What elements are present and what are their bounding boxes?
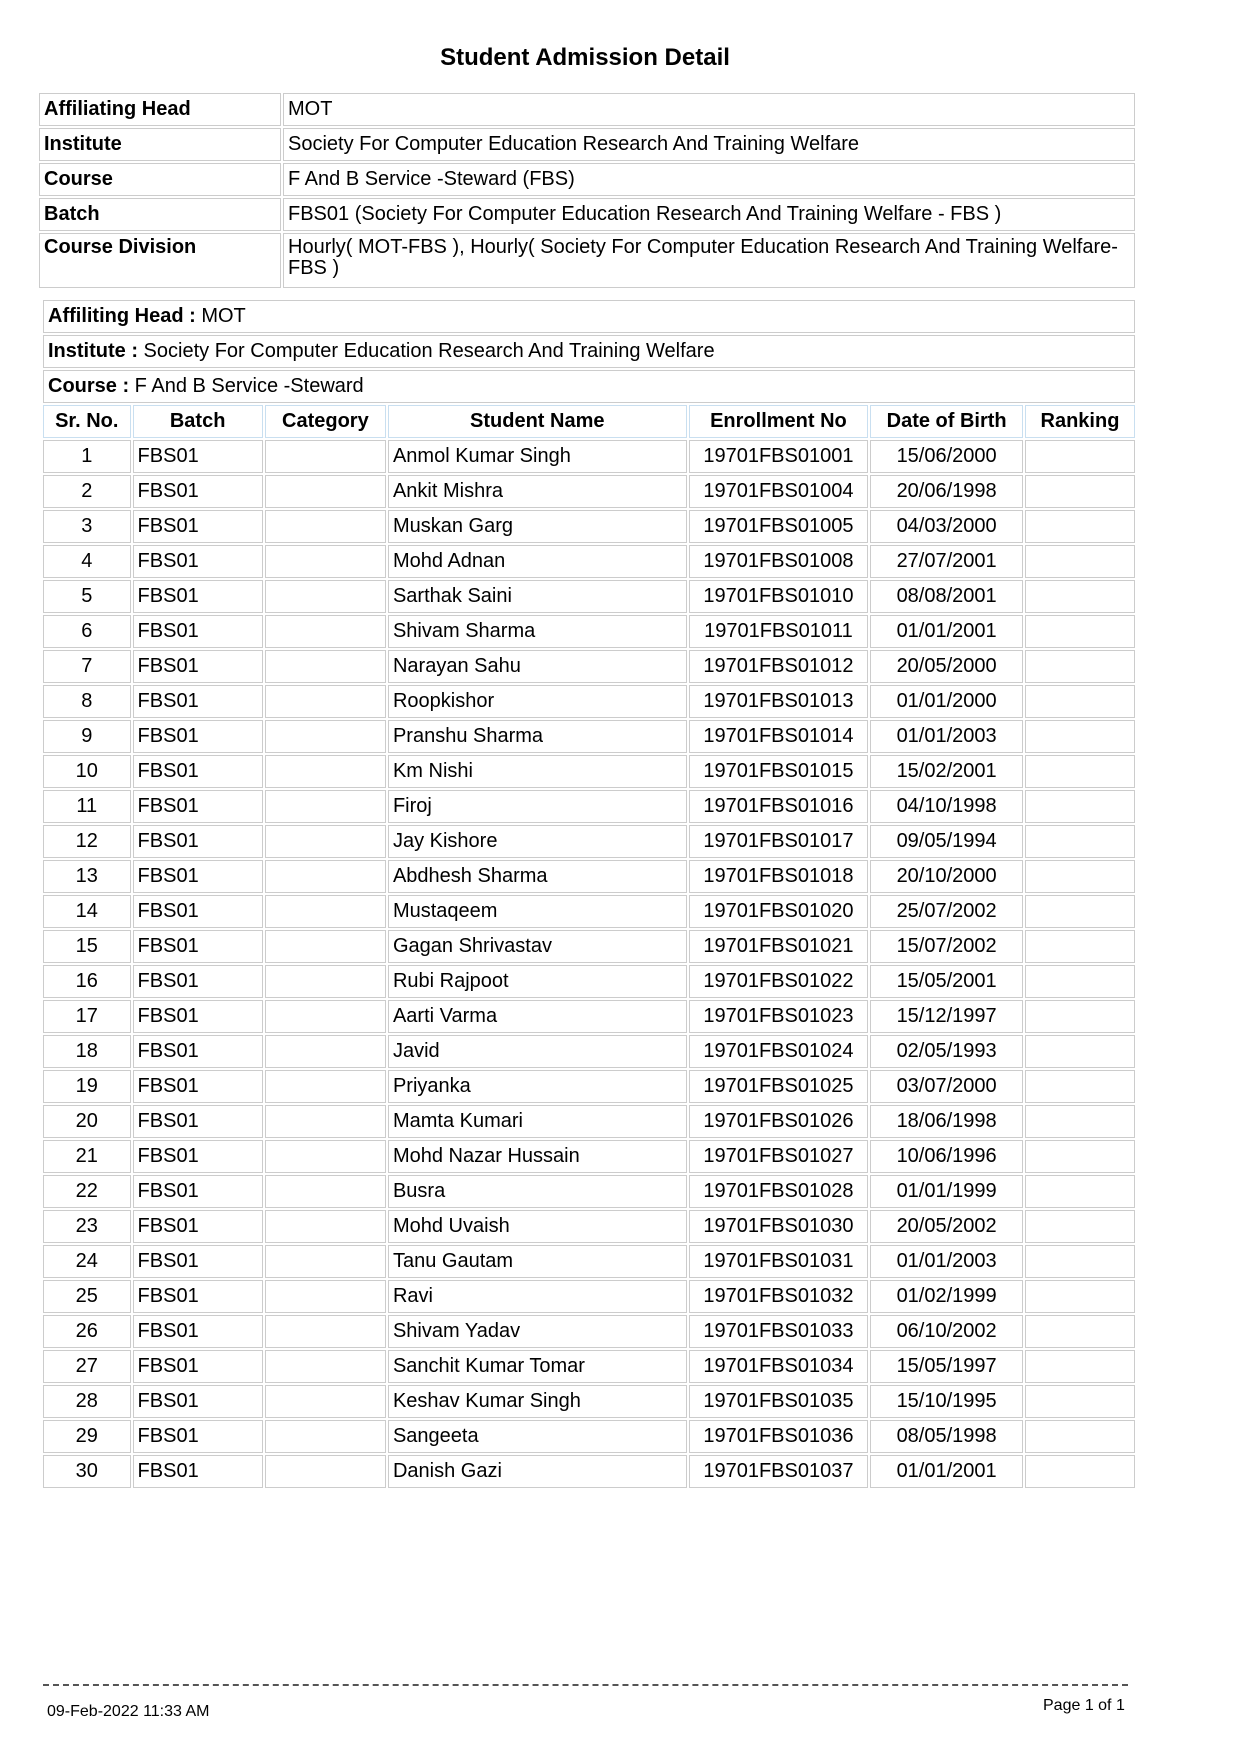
cell-enrollment-no: 19701FBS01036 bbox=[689, 1420, 869, 1453]
column-header: Ranking bbox=[1025, 405, 1135, 438]
table-row bbox=[43, 860, 1135, 893]
cell-category bbox=[265, 860, 386, 893]
cell-batch: FBS01 bbox=[133, 720, 263, 753]
info-label: Institute bbox=[39, 128, 281, 161]
cell-category bbox=[265, 685, 386, 718]
cell-student-name: Mohd Nazar Hussain bbox=[388, 1140, 687, 1173]
cell-enrollment-no: 19701FBS01013 bbox=[689, 685, 869, 718]
cell-enrollment-no: 19701FBS01024 bbox=[689, 1035, 869, 1068]
cell-category bbox=[265, 1105, 386, 1138]
cell-sr-no: 19 bbox=[43, 1070, 131, 1103]
cell-ranking bbox=[1025, 1175, 1135, 1208]
cell-category bbox=[265, 1175, 386, 1208]
cell-student-name: Roopkishor bbox=[388, 685, 687, 718]
table-row bbox=[43, 755, 1135, 788]
cell-sr-no: 16 bbox=[43, 965, 131, 998]
cell-sr-no: 7 bbox=[43, 650, 131, 683]
table-row bbox=[43, 1455, 1135, 1488]
cell-student-name: Ravi bbox=[388, 1280, 687, 1313]
cell-sr-no: 11 bbox=[43, 790, 131, 823]
cell-date-of-birth: 20/05/2000 bbox=[870, 650, 1023, 683]
cell-ranking bbox=[1025, 755, 1135, 788]
cell-enrollment-no: 19701FBS01033 bbox=[689, 1315, 869, 1348]
table-row bbox=[43, 615, 1135, 648]
cell-enrollment-no: 19701FBS01017 bbox=[689, 825, 869, 858]
cell-student-name: Gagan Shrivastav bbox=[388, 930, 687, 963]
cell-batch: FBS01 bbox=[133, 1280, 263, 1313]
cell-enrollment-no: 19701FBS01016 bbox=[689, 790, 869, 823]
cell-sr-no: 6 bbox=[43, 615, 131, 648]
table-row bbox=[43, 685, 1135, 718]
column-header: Sr. No. bbox=[43, 405, 131, 438]
cell-date-of-birth: 04/03/2000 bbox=[870, 510, 1023, 543]
cell-batch: FBS01 bbox=[133, 580, 263, 613]
cell-batch: FBS01 bbox=[133, 615, 263, 648]
cell-ranking bbox=[1025, 1315, 1135, 1348]
cell-enrollment-no: 19701FBS01008 bbox=[689, 545, 869, 578]
cell-date-of-birth: 01/01/1999 bbox=[870, 1175, 1023, 1208]
group-course-value: F And B Service -Steward bbox=[129, 375, 364, 397]
cell-enrollment-no: 19701FBS01025 bbox=[689, 1070, 869, 1103]
cell-student-name: Anmol Kumar Singh bbox=[388, 440, 687, 473]
column-header: Enrollment No bbox=[689, 405, 869, 438]
cell-enrollment-no: 19701FBS01027 bbox=[689, 1140, 869, 1173]
table-row bbox=[43, 790, 1135, 823]
cell-batch: FBS01 bbox=[133, 1350, 263, 1383]
table-row bbox=[43, 1245, 1135, 1278]
cell-date-of-birth: 25/07/2002 bbox=[870, 895, 1023, 928]
cell-sr-no: 18 bbox=[43, 1035, 131, 1068]
cell-ranking bbox=[1025, 1000, 1135, 1033]
students-table bbox=[41, 298, 1137, 1490]
cell-category bbox=[265, 755, 386, 788]
cell-enrollment-no: 19701FBS01005 bbox=[689, 510, 869, 543]
table-row bbox=[43, 580, 1135, 613]
group-course bbox=[43, 370, 1135, 403]
cell-category bbox=[265, 1420, 386, 1453]
cell-ranking bbox=[1025, 1350, 1135, 1383]
cell-enrollment-no: 19701FBS01034 bbox=[689, 1350, 869, 1383]
cell-batch: FBS01 bbox=[133, 895, 263, 928]
info-row bbox=[39, 198, 1135, 231]
cell-batch: FBS01 bbox=[133, 1210, 263, 1243]
group-head-value: MOT bbox=[195, 305, 246, 327]
cell-date-of-birth: 02/05/1993 bbox=[870, 1035, 1023, 1068]
header-row bbox=[43, 405, 1135, 438]
cell-batch: FBS01 bbox=[133, 1175, 263, 1208]
cell-category bbox=[265, 1140, 386, 1173]
cell-sr-no: 27 bbox=[43, 1350, 131, 1383]
cell-category bbox=[265, 440, 386, 473]
cell-enrollment-no: 19701FBS01012 bbox=[689, 650, 869, 683]
column-header: Batch bbox=[133, 405, 263, 438]
cell-batch: FBS01 bbox=[133, 825, 263, 858]
table-row bbox=[43, 895, 1135, 928]
cell-category bbox=[265, 825, 386, 858]
cell-date-of-birth: 01/01/2000 bbox=[870, 685, 1023, 718]
cell-enrollment-no: 19701FBS01004 bbox=[689, 475, 869, 508]
cell-student-name: Tanu Gautam bbox=[388, 1245, 687, 1278]
info-value: FBS01 (Society For Computer Education Research And Training Welfare - FBS ) bbox=[283, 198, 1135, 231]
cell-ranking bbox=[1025, 720, 1135, 753]
table-row bbox=[43, 440, 1135, 473]
info-row bbox=[39, 128, 1135, 161]
info-value: Hourly( MOT-FBS ), Hourly( Society For Computer Education Research And Training Welfare-FBS ) bbox=[283, 233, 1135, 288]
cell-category bbox=[265, 1455, 386, 1488]
info-value: MOT bbox=[283, 93, 1135, 126]
cell-date-of-birth: 08/05/1998 bbox=[870, 1420, 1023, 1453]
cell-category bbox=[265, 510, 386, 543]
group-course-label: Course : bbox=[48, 375, 130, 397]
info-table bbox=[37, 91, 1137, 290]
table-row bbox=[43, 1105, 1135, 1138]
cell-date-of-birth: 27/07/2001 bbox=[870, 545, 1023, 578]
cell-date-of-birth: 06/10/2002 bbox=[870, 1315, 1023, 1348]
cell-category bbox=[265, 930, 386, 963]
cell-enrollment-no: 19701FBS01031 bbox=[689, 1245, 869, 1278]
cell-ranking bbox=[1025, 825, 1135, 858]
info-row bbox=[39, 233, 1135, 288]
group-institute-value: Society For Computer Education Research And Training Welfare bbox=[138, 340, 715, 362]
cell-sr-no: 17 bbox=[43, 1000, 131, 1033]
cell-student-name: Mohd Adnan bbox=[388, 545, 687, 578]
cell-enrollment-no: 19701FBS01022 bbox=[689, 965, 869, 998]
cell-sr-no: 9 bbox=[43, 720, 131, 753]
cell-batch: FBS01 bbox=[133, 1420, 263, 1453]
cell-batch: FBS01 bbox=[133, 965, 263, 998]
group-head bbox=[43, 300, 1135, 333]
cell-sr-no: 14 bbox=[43, 895, 131, 928]
cell-ranking bbox=[1025, 580, 1135, 613]
cell-date-of-birth: 09/05/1994 bbox=[870, 825, 1023, 858]
table-row bbox=[43, 1070, 1135, 1103]
cell-enrollment-no: 19701FBS01037 bbox=[689, 1455, 869, 1488]
column-header: Student Name bbox=[388, 405, 687, 438]
cell-ranking bbox=[1025, 650, 1135, 683]
page-title: Student Admission Detail bbox=[440, 44, 730, 71]
cell-category bbox=[265, 545, 386, 578]
cell-ranking bbox=[1025, 510, 1135, 543]
cell-sr-no: 10 bbox=[43, 755, 131, 788]
cell-ranking bbox=[1025, 1455, 1135, 1488]
cell-batch: FBS01 bbox=[133, 475, 263, 508]
info-value: Society For Computer Education Research And Training Welfare bbox=[283, 128, 1135, 161]
cell-batch: FBS01 bbox=[133, 545, 263, 578]
footer-page-number: Page 1 of 1 bbox=[1043, 1697, 1125, 1714]
cell-ranking bbox=[1025, 1245, 1135, 1278]
cell-sr-no: 26 bbox=[43, 1315, 131, 1348]
cell-date-of-birth: 15/05/2001 bbox=[870, 965, 1023, 998]
cell-student-name: Km Nishi bbox=[388, 755, 687, 788]
info-label: Course bbox=[39, 163, 281, 196]
cell-enrollment-no: 19701FBS01001 bbox=[689, 440, 869, 473]
table-row bbox=[43, 720, 1135, 753]
cell-student-name: Shivam Sharma bbox=[388, 615, 687, 648]
cell-student-name: Narayan Sahu bbox=[388, 650, 687, 683]
cell-category bbox=[265, 1315, 386, 1348]
cell-ranking bbox=[1025, 685, 1135, 718]
table-row bbox=[43, 965, 1135, 998]
cell-sr-no: 22 bbox=[43, 1175, 131, 1208]
footer-divider bbox=[43, 1684, 1128, 1686]
cell-sr-no: 24 bbox=[43, 1245, 131, 1278]
cell-student-name: Muskan Garg bbox=[388, 510, 687, 543]
cell-ranking bbox=[1025, 1105, 1135, 1138]
cell-sr-no: 5 bbox=[43, 580, 131, 613]
cell-date-of-birth: 20/05/2002 bbox=[870, 1210, 1023, 1243]
cell-batch: FBS01 bbox=[133, 685, 263, 718]
cell-batch: FBS01 bbox=[133, 1140, 263, 1173]
info-value: F And B Service -Steward (FBS) bbox=[283, 163, 1135, 196]
cell-ranking bbox=[1025, 1210, 1135, 1243]
cell-enrollment-no: 19701FBS01015 bbox=[689, 755, 869, 788]
cell-date-of-birth: 18/06/1998 bbox=[870, 1105, 1023, 1138]
table-row bbox=[43, 1315, 1135, 1348]
table-row bbox=[43, 1280, 1135, 1313]
cell-batch: FBS01 bbox=[133, 860, 263, 893]
cell-enrollment-no: 19701FBS01011 bbox=[689, 615, 869, 648]
cell-student-name: Shivam Yadav bbox=[388, 1315, 687, 1348]
cell-student-name: Jay Kishore bbox=[388, 825, 687, 858]
group-row-institute bbox=[43, 335, 1135, 368]
cell-sr-no: 13 bbox=[43, 860, 131, 893]
cell-sr-no: 1 bbox=[43, 440, 131, 473]
table-row bbox=[43, 1035, 1135, 1068]
cell-student-name: Keshav Kumar Singh bbox=[388, 1385, 687, 1418]
cell-ranking bbox=[1025, 860, 1135, 893]
cell-batch: FBS01 bbox=[133, 650, 263, 683]
cell-sr-no: 21 bbox=[43, 1140, 131, 1173]
cell-enrollment-no: 19701FBS01030 bbox=[689, 1210, 869, 1243]
cell-batch: FBS01 bbox=[133, 1035, 263, 1068]
group-head-label: Affiliting Head : bbox=[48, 305, 196, 327]
cell-date-of-birth: 01/01/2001 bbox=[870, 615, 1023, 648]
cell-student-name: Mustaqeem bbox=[388, 895, 687, 928]
cell-sr-no: 12 bbox=[43, 825, 131, 858]
cell-category bbox=[265, 1210, 386, 1243]
cell-date-of-birth: 15/07/2002 bbox=[870, 930, 1023, 963]
cell-student-name: Priyanka bbox=[388, 1070, 687, 1103]
cell-ranking bbox=[1025, 895, 1135, 928]
table-row bbox=[43, 1000, 1135, 1033]
cell-ranking bbox=[1025, 1035, 1135, 1068]
cell-date-of-birth: 08/08/2001 bbox=[870, 580, 1023, 613]
table-row bbox=[43, 930, 1135, 963]
cell-ranking bbox=[1025, 790, 1135, 823]
cell-sr-no: 2 bbox=[43, 475, 131, 508]
footer-timestamp: 09-Feb-2022 11:33 AM bbox=[47, 1703, 210, 1720]
table-row bbox=[43, 825, 1135, 858]
cell-student-name: Busra bbox=[388, 1175, 687, 1208]
cell-student-name: Danish Gazi bbox=[388, 1455, 687, 1488]
table-row bbox=[43, 1350, 1135, 1383]
cell-category bbox=[265, 580, 386, 613]
cell-enrollment-no: 19701FBS01026 bbox=[689, 1105, 869, 1138]
cell-date-of-birth: 01/01/2001 bbox=[870, 1455, 1023, 1488]
cell-category bbox=[265, 1350, 386, 1383]
column-header: Date of Birth bbox=[870, 405, 1023, 438]
cell-enrollment-no: 19701FBS01023 bbox=[689, 1000, 869, 1033]
cell-date-of-birth: 20/10/2000 bbox=[870, 860, 1023, 893]
column-header: Category bbox=[265, 405, 386, 438]
cell-ranking bbox=[1025, 1420, 1135, 1453]
cell-date-of-birth: 10/06/1996 bbox=[870, 1140, 1023, 1173]
cell-ranking bbox=[1025, 1140, 1135, 1173]
cell-batch: FBS01 bbox=[133, 1245, 263, 1278]
cell-category bbox=[265, 895, 386, 928]
group-row-course bbox=[43, 370, 1135, 403]
cell-batch: FBS01 bbox=[133, 930, 263, 963]
table-row bbox=[43, 1420, 1135, 1453]
table-row bbox=[43, 1385, 1135, 1418]
cell-student-name: Pranshu Sharma bbox=[388, 720, 687, 753]
cell-ranking bbox=[1025, 545, 1135, 578]
info-label: Affiliating Head bbox=[39, 93, 281, 126]
cell-student-name: Abdhesh Sharma bbox=[388, 860, 687, 893]
cell-student-name: Mohd Uvaish bbox=[388, 1210, 687, 1243]
group-institute bbox=[43, 335, 1135, 368]
cell-ranking bbox=[1025, 1280, 1135, 1313]
cell-ranking bbox=[1025, 1070, 1135, 1103]
cell-student-name: Sarthak Saini bbox=[388, 580, 687, 613]
cell-batch: FBS01 bbox=[133, 790, 263, 823]
cell-ranking bbox=[1025, 440, 1135, 473]
cell-date-of-birth: 15/05/1997 bbox=[870, 1350, 1023, 1383]
cell-student-name: Mamta Kumari bbox=[388, 1105, 687, 1138]
table-row bbox=[43, 1140, 1135, 1173]
cell-batch: FBS01 bbox=[133, 1385, 263, 1418]
info-row bbox=[39, 93, 1135, 126]
group-row-head bbox=[43, 300, 1135, 333]
info-label: Batch bbox=[39, 198, 281, 231]
cell-category bbox=[265, 965, 386, 998]
cell-batch: FBS01 bbox=[133, 1315, 263, 1348]
cell-batch: FBS01 bbox=[133, 1105, 263, 1138]
cell-category bbox=[265, 1245, 386, 1278]
cell-student-name: Aarti Varma bbox=[388, 1000, 687, 1033]
cell-enrollment-no: 19701FBS01028 bbox=[689, 1175, 869, 1208]
cell-student-name: Sangeeta bbox=[388, 1420, 687, 1453]
table-row bbox=[43, 475, 1135, 508]
cell-date-of-birth: 01/01/2003 bbox=[870, 1245, 1023, 1278]
cell-category bbox=[265, 1035, 386, 1068]
cell-sr-no: 20 bbox=[43, 1105, 131, 1138]
cell-enrollment-no: 19701FBS01018 bbox=[689, 860, 869, 893]
cell-ranking bbox=[1025, 930, 1135, 963]
cell-enrollment-no: 19701FBS01014 bbox=[689, 720, 869, 753]
cell-batch: FBS01 bbox=[133, 1455, 263, 1488]
cell-date-of-birth: 04/10/1998 bbox=[870, 790, 1023, 823]
cell-date-of-birth: 15/02/2001 bbox=[870, 755, 1023, 788]
cell-sr-no: 29 bbox=[43, 1420, 131, 1453]
table-row bbox=[43, 545, 1135, 578]
cell-category bbox=[265, 790, 386, 823]
cell-date-of-birth: 20/06/1998 bbox=[870, 475, 1023, 508]
cell-ranking bbox=[1025, 475, 1135, 508]
cell-sr-no: 28 bbox=[43, 1385, 131, 1418]
cell-date-of-birth: 15/12/1997 bbox=[870, 1000, 1023, 1033]
cell-enrollment-no: 19701FBS01021 bbox=[689, 930, 869, 963]
cell-sr-no: 25 bbox=[43, 1280, 131, 1313]
cell-student-name: Ankit Mishra bbox=[388, 475, 687, 508]
cell-category bbox=[265, 615, 386, 648]
cell-ranking bbox=[1025, 615, 1135, 648]
cell-sr-no: 30 bbox=[43, 1455, 131, 1488]
cell-student-name: Rubi Rajpoot bbox=[388, 965, 687, 998]
cell-date-of-birth: 15/10/1995 bbox=[870, 1385, 1023, 1418]
cell-category bbox=[265, 1000, 386, 1033]
table-row bbox=[43, 1175, 1135, 1208]
cell-enrollment-no: 19701FBS01035 bbox=[689, 1385, 869, 1418]
group-institute-label: Institute : bbox=[48, 340, 138, 362]
cell-date-of-birth: 01/02/1999 bbox=[870, 1280, 1023, 1313]
cell-student-name: Sanchit Kumar Tomar bbox=[388, 1350, 687, 1383]
table-row bbox=[43, 650, 1135, 683]
cell-batch: FBS01 bbox=[133, 510, 263, 543]
cell-category bbox=[265, 475, 386, 508]
cell-enrollment-no: 19701FBS01010 bbox=[689, 580, 869, 613]
cell-sr-no: 4 bbox=[43, 545, 131, 578]
cell-sr-no: 23 bbox=[43, 1210, 131, 1243]
cell-batch: FBS01 bbox=[133, 1070, 263, 1103]
cell-batch: FBS01 bbox=[133, 755, 263, 788]
cell-student-name: Javid bbox=[388, 1035, 687, 1068]
cell-category bbox=[265, 1070, 386, 1103]
cell-ranking bbox=[1025, 965, 1135, 998]
cell-category bbox=[265, 1385, 386, 1418]
cell-ranking bbox=[1025, 1385, 1135, 1418]
table-row bbox=[43, 1210, 1135, 1243]
cell-student-name: Firoj bbox=[388, 790, 687, 823]
cell-enrollment-no: 19701FBS01032 bbox=[689, 1280, 869, 1313]
table-row bbox=[43, 510, 1135, 543]
info-row bbox=[39, 163, 1135, 196]
cell-date-of-birth: 01/01/2003 bbox=[870, 720, 1023, 753]
cell-category bbox=[265, 720, 386, 753]
cell-date-of-birth: 03/07/2000 bbox=[870, 1070, 1023, 1103]
cell-category bbox=[265, 1280, 386, 1313]
info-label: Course Division bbox=[39, 233, 281, 288]
cell-sr-no: 3 bbox=[43, 510, 131, 543]
cell-sr-no: 15 bbox=[43, 930, 131, 963]
cell-date-of-birth: 15/06/2000 bbox=[870, 440, 1023, 473]
cell-batch: FBS01 bbox=[133, 1000, 263, 1033]
cell-enrollment-no: 19701FBS01020 bbox=[689, 895, 869, 928]
cell-sr-no: 8 bbox=[43, 685, 131, 718]
cell-category bbox=[265, 650, 386, 683]
cell-batch: FBS01 bbox=[133, 440, 263, 473]
